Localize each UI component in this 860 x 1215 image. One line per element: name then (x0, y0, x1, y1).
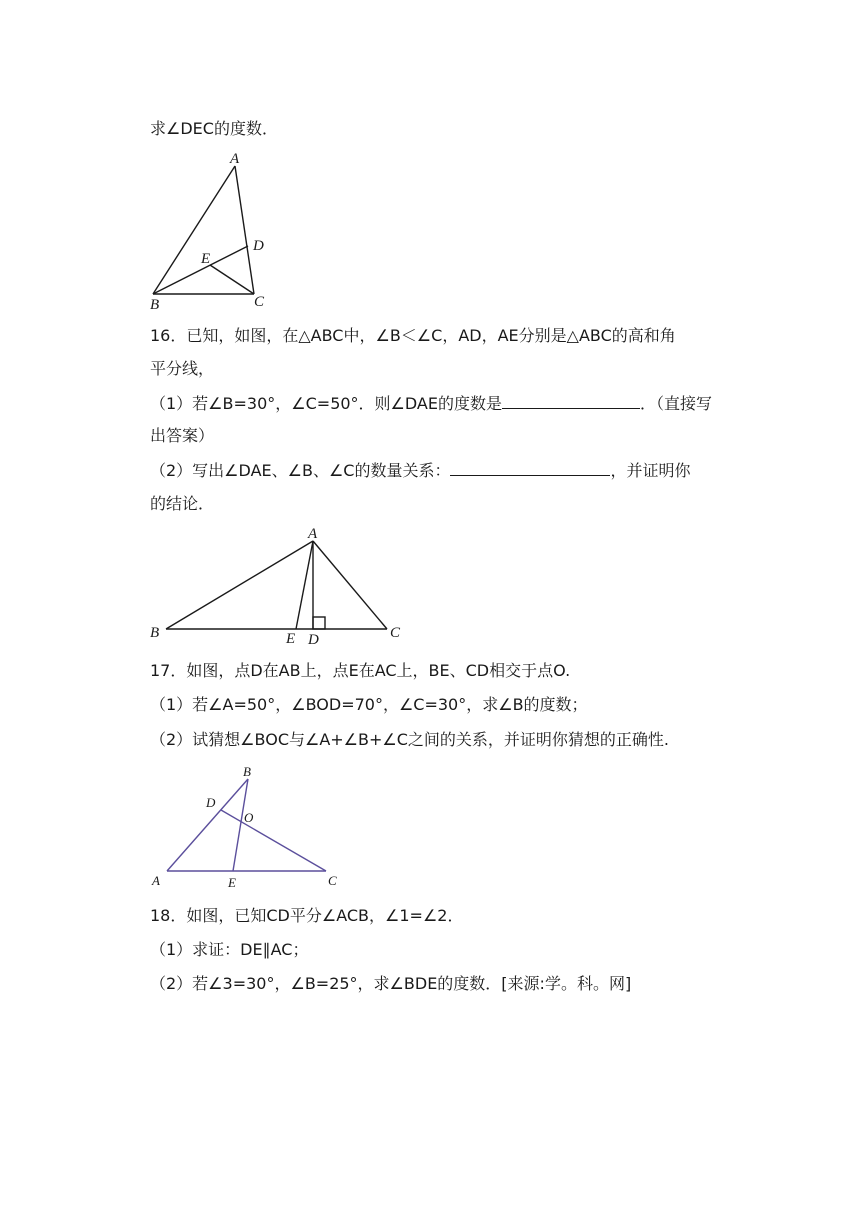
fig17-segment-dc (221, 810, 326, 871)
fig17-label-d: D (206, 795, 216, 810)
q16-part2-text: （2）写出∠DAE、∠B、∠C的数量关系： (150, 461, 451, 480)
q16-part1-text: （1）若∠B=30°，∠C=50°．则∠DAE的度数是 (150, 394, 502, 413)
q16-part2-after: ，并证明你 (610, 461, 691, 480)
q18-line1: 18．如图，已知CD平分∠ACB，∠1=∠2． (150, 906, 464, 925)
fig16-label-c: C (390, 625, 401, 641)
fig16-label-a: A (308, 526, 318, 542)
q16-part1-line2: 出答案） (150, 426, 215, 445)
fig15-label-e: E (201, 251, 211, 267)
q16-line1: 16．已知，如图，在△ABC中，∠B＜∠C，AD，AE分别是△ABC的高和角 (150, 326, 676, 345)
q18-part1: （1）求证：DE∥AC； (150, 940, 309, 959)
fig15-label-b: B (150, 297, 160, 313)
q16-part1-after: ．（直接写 (640, 394, 713, 413)
fig15-label-c: C (254, 294, 265, 310)
fig16-label-d: D (308, 632, 319, 648)
q15-tail: 求∠DEC的度数． (150, 119, 278, 138)
q17-part2: （2）试猜想∠BOC与∠A+∠B+∠C之间的关系，并证明你猜想的正确性. (150, 730, 670, 749)
fig15-label-d: D (253, 238, 264, 254)
fig17-label-a: A (152, 873, 160, 888)
fig17-label-b: B (243, 764, 251, 779)
fig15-label-a: A (230, 151, 240, 167)
q17-part1: （1）若∠A=50°，∠BOD=70°，∠C=30°，求∠B的度数； (150, 695, 588, 714)
fig17-label-o: O (244, 810, 254, 825)
q17-line1: 17．如图，点D在AB上，点E在AC上，BE、CD相交于点O. (150, 661, 571, 680)
fig16-label-b: B (150, 625, 160, 641)
q16-part2-line2: 的结论． (150, 494, 215, 513)
fig16-label-e: E (286, 631, 296, 647)
fig17-label-c: C (328, 873, 337, 888)
q16-line2: 平分线， (150, 359, 215, 378)
q18-part2: （2）若∠3=30°，∠B=25°，求∠BDE的度数．[来源:学。科。网] (150, 974, 632, 993)
fig17-label-e: E (228, 875, 236, 890)
